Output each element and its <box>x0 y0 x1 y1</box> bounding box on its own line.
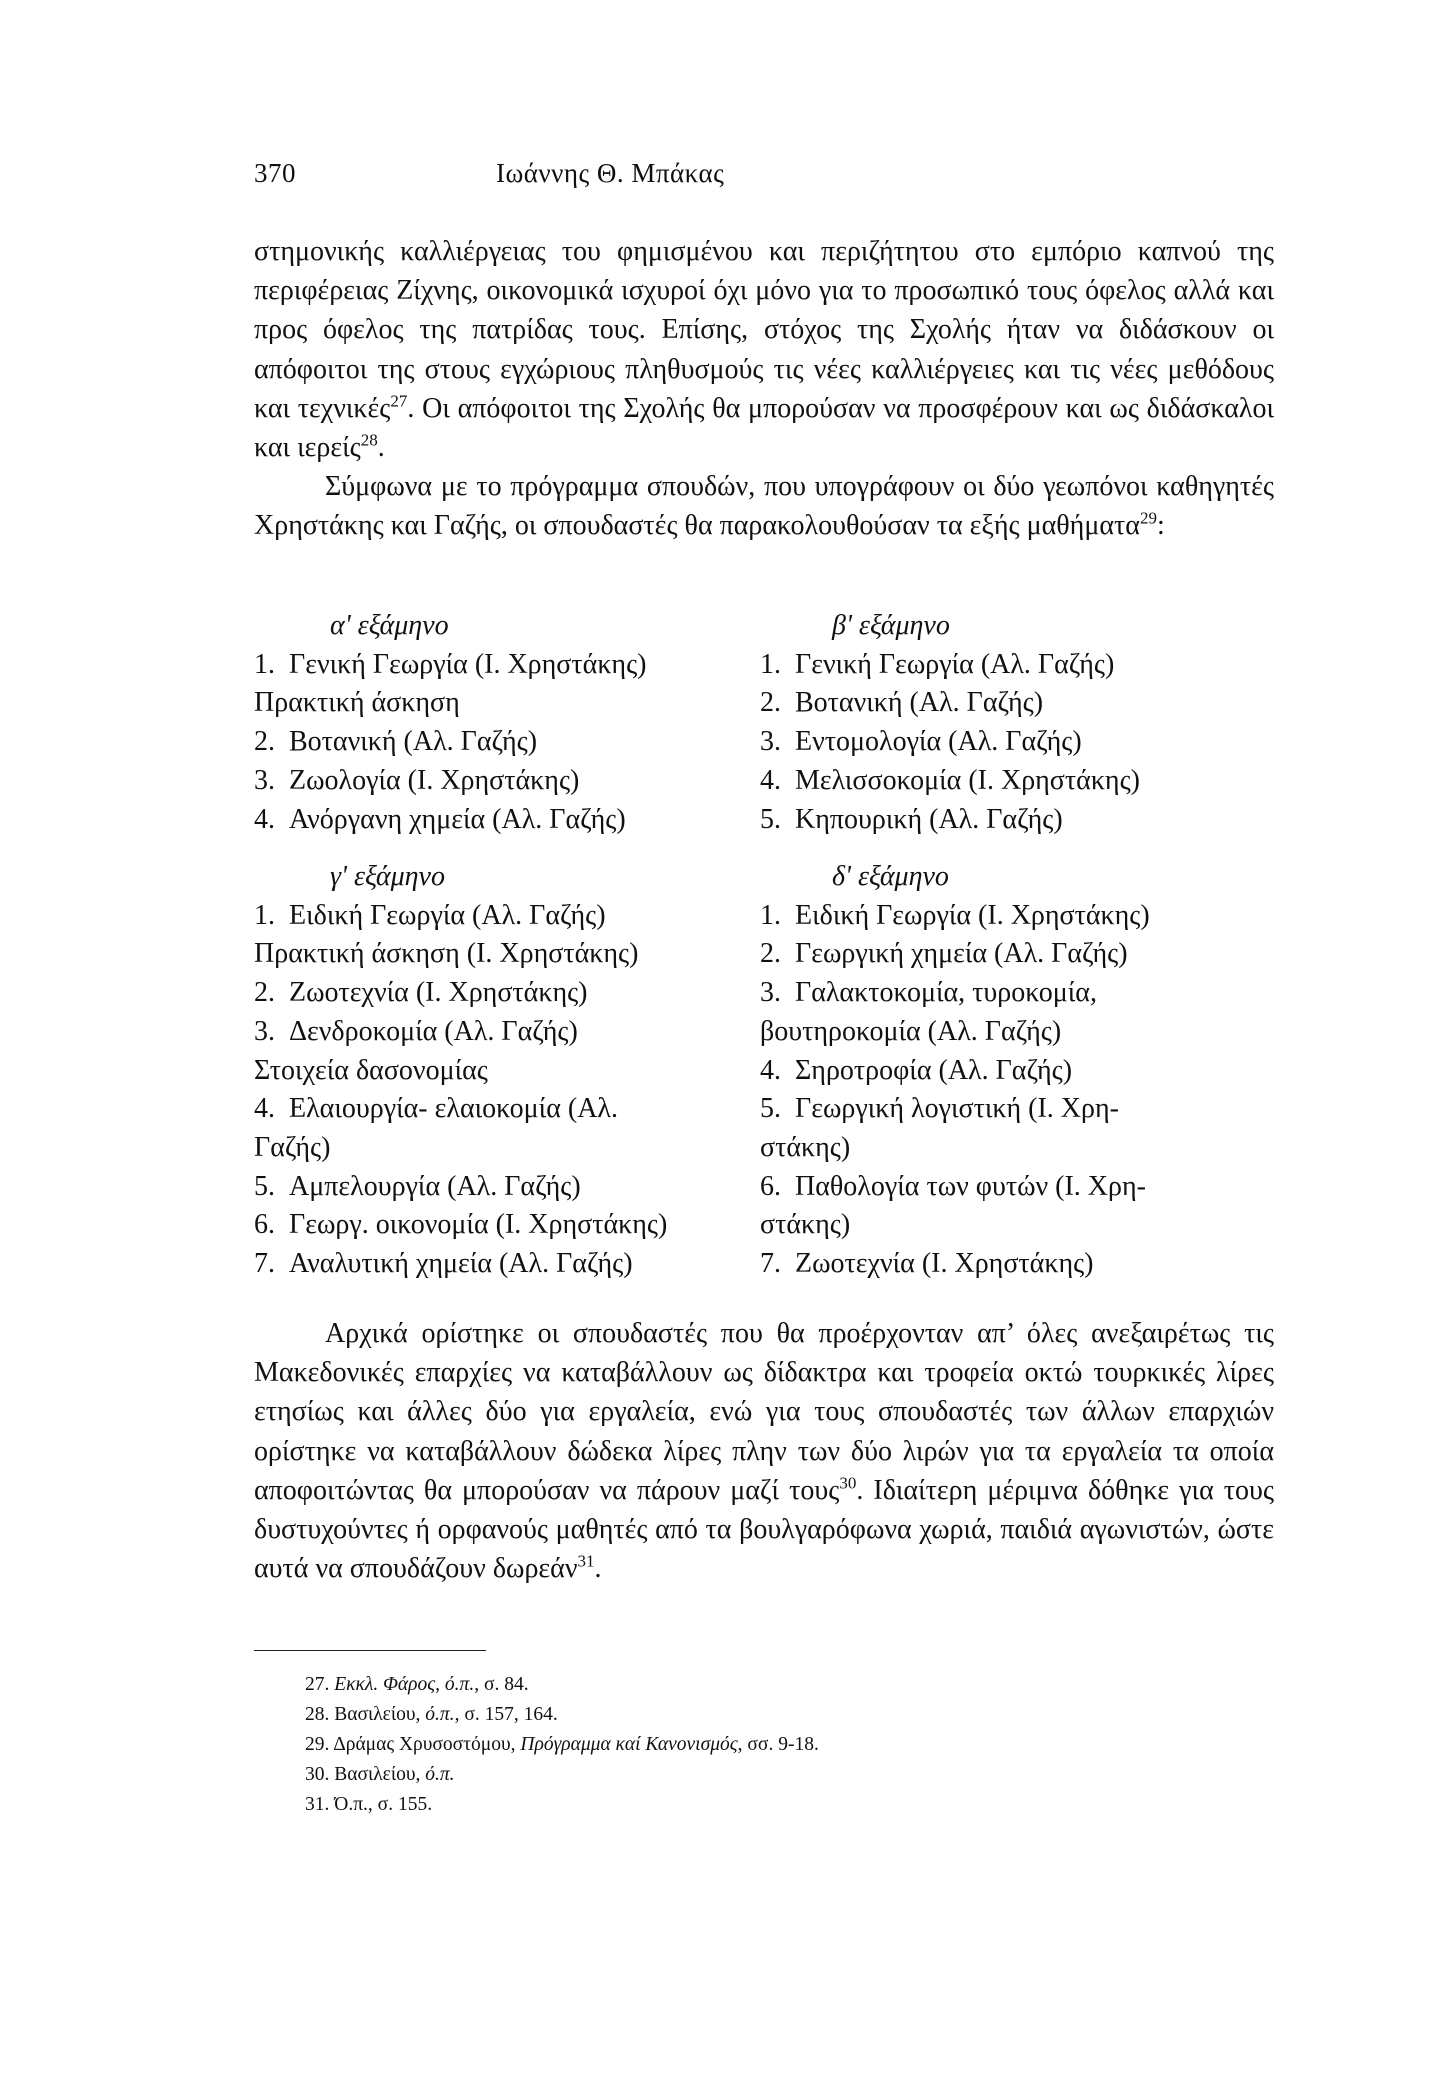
course-item: 6. Γεωργ. οικονομία (Ι. Χρηστάκης) <box>254 1209 668 1241</box>
footnote-30: 30. Βασιλείου, ό.π. <box>305 1764 455 1785</box>
semester-title: γ' εξάμηνο <box>330 861 445 892</box>
course-continuation: Πρακτική άσκηση (Ι. Χρηστάκης) <box>254 938 639 970</box>
footnote-separator <box>254 1650 486 1651</box>
footnote-29: 29. Δράμας Χρυσοστόμου, Πρόγραμμα καί Κανονισμός, σσ. 9-18. <box>305 1734 819 1755</box>
page-header <box>254 158 1274 198</box>
course-item: 1. Ειδική Γεωργία (Αλ. Γαζής) <box>254 899 606 931</box>
course-continuation: Στοιχεία δασονομίας <box>254 1054 488 1086</box>
footnote-ref-31[interactable]: 31 <box>577 1551 595 1571</box>
course-item: 2. Βοτανική (Αλ. Γαζής) <box>254 726 538 758</box>
course-item: 3. Ζωολογία (Ι. Χρηστάκης) <box>254 764 580 796</box>
course-item: 1. Γενική Γεωργία (Ι. Χρηστάκης) <box>254 648 647 680</box>
course-item: 2. Γεωργική χημεία (Αλ. Γαζής) <box>760 938 1128 970</box>
footnote-28: 28. Βασιλείου, ό.π., σ. 157, 164. <box>305 1704 558 1725</box>
footnote-ref-27[interactable]: 27 <box>390 391 408 411</box>
paragraph-2: Σύμφωνα με το πρόγραμμα σπουδών, που υπογράφουν οι δύο γεωπόνοι καθηγητές Χρηστάκης και Γαζής, οι σπουδαστές θα παρακολουθούσαν τα εξής μαθήματα$^{29}$: <box>254 471 1274 542</box>
semester-d <box>760 858 1280 1284</box>
course-item: 7. Αναλυτική χημεία (Αλ. Γαζής) <box>254 1248 633 1280</box>
footnote-27: 27. Εκκλ. Φάρος, ό.π., σ. 84. <box>305 1674 529 1695</box>
course-item: 2. Ζωοτεχνία (Ι. Χρηστάκης) <box>254 977 588 1009</box>
course-item: 6. Παθολογία των φυτών (Ι. Χρη- <box>760 1170 1146 1202</box>
course-item: 3. Εντομολογία (Αλ. Γαζής) <box>760 726 1082 758</box>
course-item: 4. Ανόργανη χημεία (Αλ. Γαζής) <box>254 803 626 835</box>
course-item: 4. Ελαιουργία- ελαιοκομία (Αλ. <box>254 1093 618 1125</box>
course-continuation: Πρακτική άσκηση <box>254 687 460 719</box>
body-text-after-list <box>254 1314 1274 1588</box>
paragraph-1: στημονικής καλλιέργειας του φημισμένου και περιζήτητου στο εμπόριο καπνού της περιφέρειας Ζίχνης, οικονομικά ισχυροί όχι μόνο για το προσωπικό τους όφελος αλλά και προς όφελος της πατρίδας τους. Επίσης, στόχος της Σχολής ήταν να διδάσκουν οι απόφοιτοι της στους εγχώριους πληθυσμούς τις νέες καλλιέργειες και τις νέες μεθόδους και τεχνικές$^{27}$. Οι απόφοιτοι της Σχολής θα μπορούσαν να προσφέρουν και ως διδάσκαλοι και ιερείς$^{28}$. <box>254 236 1274 464</box>
paragraph-3: Αρχικά ορίστηκε οι σπουδαστές που θα προέρχονταν απ’ όλες ανεξαιρέτως τις Μακεδονικές επαρχίες να καταβάλλουν ως δίδακτρα και τροφεία οκτώ τουρκικές λίρες ετησίως και άλλες δύο για εργαλεία, ενώ για τους σπουδαστές των άλλων επαρχιών ορίστηκε να καταβάλλουν δώδεκα λίρες πλην των δύο λιρών για τα εργαλεία τα οποία αποφοιτώντας θα μπορούσαν να πάρουν μαζί τους$^{30}$. Ιδιαίτερη μέριμνα δόθηκε για τους δυστυχούντες ή ορφανούς μαθητές από τα βουλγαρόφωνα χωριά, παιδιά αγωνιστών, ώστε αυτά να σπουδάζουν δωρεάν$^{31}$. <box>254 1318 1274 1585</box>
semester-title: β' εξάμηνο <box>832 610 950 641</box>
page-number: 370 <box>254 158 296 188</box>
course-item: 5. Κηπουρική (Αλ. Γαζής) <box>760 803 1063 835</box>
semester-title: α' εξάμηνο <box>330 610 449 641</box>
footnote-ref-29[interactable]: 29 <box>1139 509 1157 529</box>
footnote-31: 31. Ό.π., σ. 155. <box>305 1794 433 1815</box>
course-continuation: Γαζής) <box>254 1131 331 1163</box>
course-item: 3. Δενδροκομία (Αλ. Γαζής) <box>254 1015 578 1047</box>
footnote-ref-28[interactable]: 28 <box>360 430 378 450</box>
body-text <box>254 232 1274 546</box>
course-item: 4. Μελισσοκομία (Ι. Χρηστάκης) <box>760 764 1140 796</box>
course-item: 1. Ειδική Γεωργία (Ι. Χρηστάκης) <box>760 899 1150 931</box>
semester-title: δ' εξάμηνο <box>832 861 949 892</box>
course-item: 5. Αμπελουργία (Αλ. Γαζής) <box>254 1170 581 1202</box>
course-item: 3. Γαλακτοκομία, τυροκομία, <box>760 977 1097 1009</box>
footnotes <box>305 1670 819 1820</box>
course-item: 7. Ζωοτεχνία (Ι. Χρηστάκης) <box>760 1248 1094 1280</box>
footnote-ref-30[interactable]: 30 <box>839 1473 857 1493</box>
course-item: 5. Γεωργική λογιστική (Ι. Χρη- <box>760 1093 1119 1125</box>
running-title: Ιωάννης Θ. Μπάκας <box>496 158 725 188</box>
course-continuation: στάκης) <box>760 1209 851 1241</box>
course-continuation: βουτηροκομία (Αλ. Γαζής) <box>760 1015 1062 1047</box>
course-item: 4. Σηροτροφία (Αλ. Γαζής) <box>760 1054 1073 1086</box>
semester-b <box>760 607 1280 839</box>
semester-c <box>254 858 774 1284</box>
course-continuation: στάκης) <box>760 1131 851 1163</box>
semester-a <box>254 607 774 839</box>
course-item: 1. Γενική Γεωργία (Αλ. Γαζής) <box>760 648 1115 680</box>
course-item: 2. Βοτανική (Αλ. Γαζής) <box>760 687 1044 719</box>
